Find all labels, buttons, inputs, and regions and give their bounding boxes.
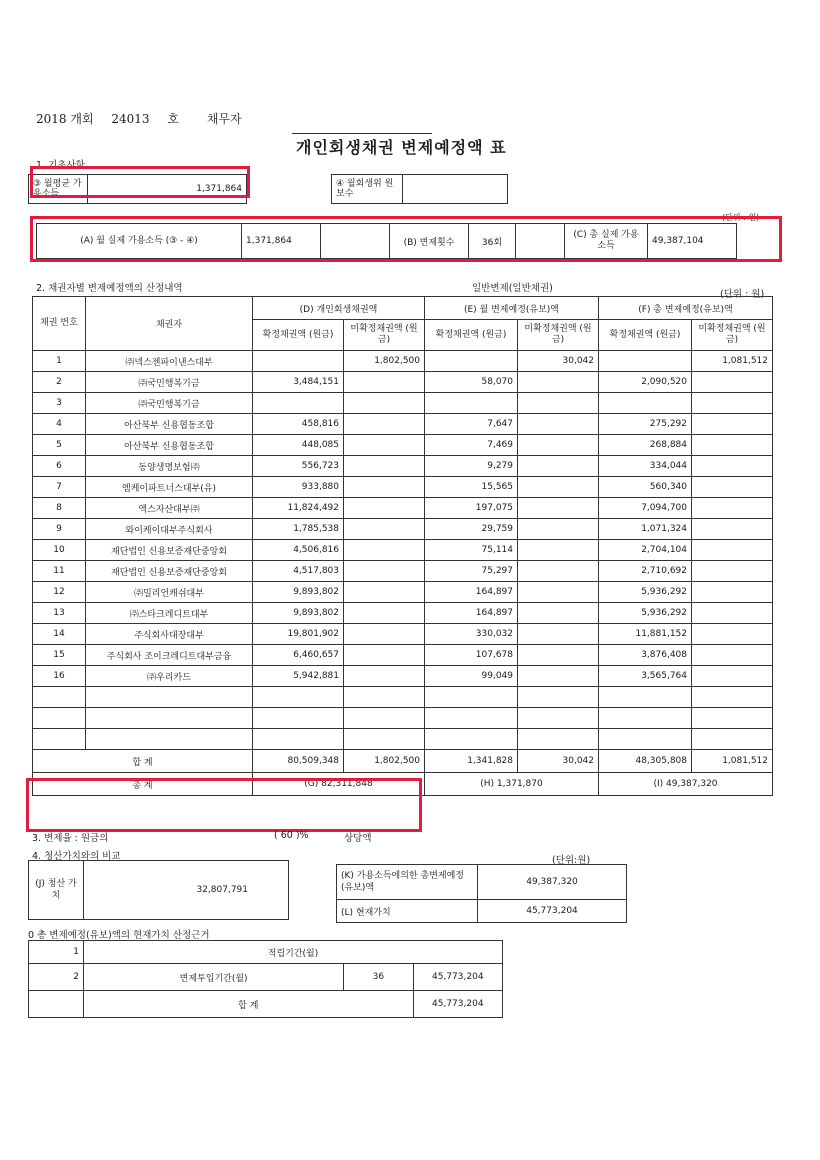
highlight-available-income xyxy=(30,216,782,262)
section4-unit: (단위:원) xyxy=(552,855,591,866)
basis-sum-value: 45,773,204 xyxy=(413,991,502,1018)
cell-e1: 330,032 xyxy=(425,624,518,645)
cell-no: 2 xyxy=(33,372,86,393)
cell-d1: 1,785,538 xyxy=(253,519,344,540)
cell-f1: 2,090,520 xyxy=(599,372,692,393)
table-row xyxy=(33,561,773,582)
table-row xyxy=(33,603,773,624)
cell-no: 12 xyxy=(33,582,86,603)
cell-d1: 3,484,151 xyxy=(253,372,344,393)
table-row xyxy=(33,477,773,498)
col-e-unconfirmed: 미확정채권액 (원금) xyxy=(518,320,599,351)
cell-f1 xyxy=(599,687,692,708)
cell-d1 xyxy=(253,708,344,729)
cell-e2 xyxy=(518,456,599,477)
cell-e2 xyxy=(518,498,599,519)
cell-no: 5 xyxy=(33,435,86,456)
table-row xyxy=(33,393,773,414)
cell-name xyxy=(86,729,253,750)
cell-e1 xyxy=(425,393,518,414)
cell-no: 16 xyxy=(33,666,86,687)
liquidation-value-table xyxy=(28,860,289,920)
cell-f2 xyxy=(692,519,773,540)
table-row xyxy=(33,708,773,729)
avg-income-value: 1,371,864 xyxy=(88,175,247,204)
table-row xyxy=(33,498,773,519)
cell-d1: 9,893,802 xyxy=(253,582,344,603)
cell-f2 xyxy=(692,477,773,498)
cell-f2 xyxy=(692,645,773,666)
basis-sum-label: 합 계 xyxy=(84,991,414,1018)
cell-name xyxy=(86,687,253,708)
cell-f1: 560,340 xyxy=(599,477,692,498)
cell-d2 xyxy=(344,477,425,498)
table-row xyxy=(33,687,773,708)
cell-f1: 11,881,152 xyxy=(599,624,692,645)
cell-e2 xyxy=(518,477,599,498)
cell-f2 xyxy=(692,624,773,645)
case-ho: 호 xyxy=(167,112,179,126)
col-creditor: 채권자 xyxy=(86,297,253,351)
repay-count-label: (B) 변제횟수 xyxy=(390,224,469,259)
real-income-value: 1,371,864 xyxy=(242,224,321,259)
sum-d1: 80,509,348 xyxy=(253,750,344,773)
col-d-unconfirmed: 미확정채권액 (원금) xyxy=(344,320,425,351)
cell-f2 xyxy=(692,603,773,624)
creditor-table xyxy=(32,296,773,796)
cell-e2: 30,042 xyxy=(518,351,599,372)
cell-d2 xyxy=(344,519,425,540)
cell-d2 xyxy=(344,603,425,624)
cell-e1: 75,114 xyxy=(425,540,518,561)
cell-e1 xyxy=(425,687,518,708)
cell-e1: 107,678 xyxy=(425,645,518,666)
table-row xyxy=(33,456,773,477)
col-e-confirmed: 확정채권액 (원금) xyxy=(425,320,518,351)
cell-f2 xyxy=(692,729,773,750)
cell-d2 xyxy=(344,624,425,645)
cell-name: ㈜넥스젠파이낸스대부 xyxy=(86,351,253,372)
highlight-sum-total xyxy=(26,778,422,832)
cell-f1 xyxy=(599,393,692,414)
basis-label-1: 적립기간(월) xyxy=(84,941,503,964)
cell-e2 xyxy=(518,393,599,414)
cell-no: 13 xyxy=(33,603,86,624)
col-f-confirmed: 확정채권액 (원금) xyxy=(599,320,692,351)
cell-d1 xyxy=(253,393,344,414)
cell-d2 xyxy=(344,708,425,729)
cell-no: 6 xyxy=(33,456,86,477)
title-rule xyxy=(292,133,432,134)
cell-f1: 2,704,104 xyxy=(599,540,692,561)
basis-no-1: 1 xyxy=(29,941,84,964)
cell-no: 8 xyxy=(33,498,86,519)
cell-d1: 448,085 xyxy=(253,435,344,456)
cell-e2 xyxy=(518,372,599,393)
cell-f2 xyxy=(692,372,773,393)
cell-e2 xyxy=(518,603,599,624)
cell-d2 xyxy=(344,666,425,687)
cell-e2 xyxy=(518,708,599,729)
cell-e2 xyxy=(518,666,599,687)
cell-e1: 75,297 xyxy=(425,561,518,582)
sum-label: 합 계 xyxy=(33,750,253,773)
sum-f1: 48,305,808 xyxy=(599,750,692,773)
cell-f1: 334,044 xyxy=(599,456,692,477)
cell-f2 xyxy=(692,456,773,477)
cell-no xyxy=(33,729,86,750)
cell-f1: 268,884 xyxy=(599,435,692,456)
table-row xyxy=(33,435,773,456)
total-h: (H) 1,371,870 xyxy=(425,773,599,796)
cell-e1: 9,279 xyxy=(425,456,518,477)
cell-no: 9 xyxy=(33,519,86,540)
cell-f2 xyxy=(692,582,773,603)
cell-f1: 7,094,700 xyxy=(599,498,692,519)
basis-months-2: 36 xyxy=(344,964,413,991)
basis-value-2: 45,773,204 xyxy=(413,964,502,991)
col-d: (D) 개인회생채권액 xyxy=(253,297,425,320)
cell-d2 xyxy=(344,372,425,393)
sum-d2: 1,802,500 xyxy=(344,750,425,773)
table-row xyxy=(33,351,773,372)
cell-name: 재단법인 신용보증재단중앙회 xyxy=(86,561,253,582)
cell-name: ㈜스타크레디트대부 xyxy=(86,603,253,624)
cell-d2 xyxy=(344,540,425,561)
section1-unit: (단위 : 원) xyxy=(722,213,760,222)
cell-name: 주식회사 조이크레디트대부금융 xyxy=(86,645,253,666)
section3-rate: ( 60 )% xyxy=(274,830,309,841)
cell-no: 3 xyxy=(33,393,86,414)
cell-f2 xyxy=(692,540,773,561)
cell-e2 xyxy=(518,687,599,708)
trustee-value xyxy=(403,175,508,204)
cell-f1 xyxy=(599,351,692,372)
col-f-unconfirmed: 미확정채권액 (원금) xyxy=(692,320,773,351)
highlight-avg-income xyxy=(30,166,250,198)
table-row xyxy=(33,624,773,645)
table-row xyxy=(33,729,773,750)
cell-e1: 7,647 xyxy=(425,414,518,435)
cell-name: 엠케이파트너스대부(유) xyxy=(86,477,253,498)
cell-name: 동양생명보험㈜ xyxy=(86,456,253,477)
cell-f1: 5,936,292 xyxy=(599,582,692,603)
cell-no: 11 xyxy=(33,561,86,582)
cell-d2 xyxy=(344,561,425,582)
cell-no xyxy=(33,708,86,729)
cell-e2 xyxy=(518,729,599,750)
debtor-label: 채무자 xyxy=(206,112,242,126)
table-row xyxy=(33,645,773,666)
section2-label: 2. 채권자별 변제예정액의 산정내역 xyxy=(36,283,183,294)
cell-f2 xyxy=(692,666,773,687)
cell-f2: 1,081,512 xyxy=(692,351,773,372)
cell-name: 와이케이대부주식회사 xyxy=(86,519,253,540)
table-row xyxy=(33,519,773,540)
cell-no: 4 xyxy=(33,414,86,435)
cell-f2 xyxy=(692,435,773,456)
cell-no xyxy=(33,687,86,708)
cell-no: 14 xyxy=(33,624,86,645)
cell-f2 xyxy=(692,561,773,582)
creditor-rows xyxy=(33,351,773,750)
repay-count-value: 36회 xyxy=(469,224,516,259)
cell-e1 xyxy=(425,708,518,729)
j-value: 32,807,791 xyxy=(84,861,289,920)
cell-name: ㈜우리카드 xyxy=(86,666,253,687)
cell-d1: 4,506,816 xyxy=(253,540,344,561)
cell-d1: 19,801,902 xyxy=(253,624,344,645)
cell-d1 xyxy=(253,729,344,750)
section4-label: 4. 청산가치와의 비교 xyxy=(32,851,121,862)
col-d-confirmed: 확정채권액 (원금) xyxy=(253,320,344,351)
cell-name: 아산북부 신용협동조합 xyxy=(86,414,253,435)
cell-d2 xyxy=(344,729,425,750)
cell-d1: 556,723 xyxy=(253,456,344,477)
avg-income-label: ③ 월평균 가용소득 xyxy=(29,175,88,204)
cell-name: ㈜밀리언캐쉬대부 xyxy=(86,582,253,603)
table-row xyxy=(33,372,773,393)
k-label: (K) 가용소득에의한 총변제예정(유보)액 xyxy=(337,865,478,900)
total-label: 총 계 xyxy=(33,773,253,796)
page-title: 개인회생채권 변제예정액 표 xyxy=(296,138,507,157)
cell-e2 xyxy=(518,519,599,540)
cell-d2: 1,802,500 xyxy=(344,351,425,372)
cell-e2 xyxy=(518,540,599,561)
case-number: 24013 xyxy=(111,112,150,126)
trustee-label: ④ 월회생위 원 보수 xyxy=(332,175,403,204)
cell-e2 xyxy=(518,561,599,582)
cell-d1: 458,816 xyxy=(253,414,344,435)
cell-d1: 5,942,881 xyxy=(253,666,344,687)
table-row xyxy=(33,540,773,561)
cell-e1: 7,469 xyxy=(425,435,518,456)
k-value: 49,387,320 xyxy=(478,865,627,900)
cell-name: 엑스자산대부㈜ xyxy=(86,498,253,519)
present-value-table xyxy=(336,864,627,923)
cell-e1: 197,075 xyxy=(425,498,518,519)
cell-no: 1 xyxy=(33,351,86,372)
cell-d1: 6,460,657 xyxy=(253,645,344,666)
cell-e1: 164,897 xyxy=(425,603,518,624)
cell-d2 xyxy=(344,687,425,708)
cell-name xyxy=(86,708,253,729)
cell-d2 xyxy=(344,435,425,456)
total-income-label: (C) 총 실제 가용소득 xyxy=(565,224,648,259)
cell-no: 10 xyxy=(33,540,86,561)
cell-f2 xyxy=(692,708,773,729)
cell-e1: 99,049 xyxy=(425,666,518,687)
basis-label-2: 변제투입기간(월) xyxy=(84,964,344,991)
cell-e2 xyxy=(518,624,599,645)
cell-e2 xyxy=(518,645,599,666)
l-value: 45,773,204 xyxy=(478,900,627,923)
cell-f1: 1,071,324 xyxy=(599,519,692,540)
cell-d1: 4,517,803 xyxy=(253,561,344,582)
cell-f2 xyxy=(692,498,773,519)
cell-d1 xyxy=(253,351,344,372)
section1-label: 1. 기초사항 xyxy=(36,160,85,171)
cell-f2 xyxy=(692,414,773,435)
cell-d1: 933,880 xyxy=(253,477,344,498)
cell-e1: 15,565 xyxy=(425,477,518,498)
cell-f2 xyxy=(692,687,773,708)
cell-name: 주식회사대장대부 xyxy=(86,624,253,645)
sum-f2: 1,081,512 xyxy=(692,750,773,773)
case-header xyxy=(36,110,256,127)
section5-label: 0 총 변제예정(유보)액의 현재가치 산정근거 xyxy=(28,930,210,941)
cell-e1: 164,897 xyxy=(425,582,518,603)
cell-d1 xyxy=(253,687,344,708)
cell-d2 xyxy=(344,393,425,414)
cell-no: 15 xyxy=(33,645,86,666)
section3-suffix: 상당액 xyxy=(344,833,372,844)
cell-name: 아산북부 신용협동조합 xyxy=(86,435,253,456)
cell-e1 xyxy=(425,351,518,372)
cell-d2 xyxy=(344,645,425,666)
cell-f1: 3,565,764 xyxy=(599,666,692,687)
section2-subtitle: 일반변제(일반채권) xyxy=(472,283,553,294)
cell-f1: 3,876,408 xyxy=(599,645,692,666)
cell-e1: 29,759 xyxy=(425,519,518,540)
cell-e1: 58,070 xyxy=(425,372,518,393)
cell-f1: 2,710,692 xyxy=(599,561,692,582)
cell-f2 xyxy=(692,393,773,414)
cell-e1 xyxy=(425,729,518,750)
col-e: (E) 월 변제예정(유보)액 xyxy=(425,297,599,320)
col-no: 채권 번호 xyxy=(33,297,86,351)
cell-no: 7 xyxy=(33,477,86,498)
present-value-basis-table xyxy=(28,940,503,1018)
cell-d1: 11,824,492 xyxy=(253,498,344,519)
section3-label: 3. 변제율 : 원금의 xyxy=(32,833,109,844)
cell-e2 xyxy=(518,582,599,603)
cell-d2 xyxy=(344,456,425,477)
real-income-label: (A) 월 실제 가용소득 (③ - ④) xyxy=(37,224,242,259)
cell-f1: 275,292 xyxy=(599,414,692,435)
total-income-value: 49,387,104 xyxy=(648,224,737,259)
basis-no-2: 2 xyxy=(29,964,84,991)
cell-d2 xyxy=(344,498,425,519)
cell-f1 xyxy=(599,729,692,750)
col-f: (F) 총 변제예정(유보)액 xyxy=(599,297,773,320)
j-label: (J) 청산 가치 xyxy=(29,861,84,920)
cell-d2 xyxy=(344,414,425,435)
cell-name: ㈜국민행복기금 xyxy=(86,372,253,393)
cell-d2 xyxy=(344,582,425,603)
total-i: (I) 49,387,320 xyxy=(599,773,773,796)
l-label: (L) 현재가치 xyxy=(337,900,478,923)
sum-e1: 1,341,828 xyxy=(425,750,518,773)
cell-d1: 9,893,802 xyxy=(253,603,344,624)
case-year: 2018 개회 xyxy=(36,112,94,126)
table-row xyxy=(33,414,773,435)
cell-e2 xyxy=(518,414,599,435)
cell-name: 재단법인 신용보증재단중앙회 xyxy=(86,540,253,561)
table-row xyxy=(33,666,773,687)
total-g: (G) 82,311,848 xyxy=(253,773,425,796)
section2-unit: (단위 : 원) xyxy=(720,289,765,300)
sum-e2: 30,042 xyxy=(518,750,599,773)
cell-f1: 5,936,292 xyxy=(599,603,692,624)
cell-name: ㈜국민행복기금 xyxy=(86,393,253,414)
table-row xyxy=(33,582,773,603)
cell-f1 xyxy=(599,708,692,729)
cell-e2 xyxy=(518,435,599,456)
